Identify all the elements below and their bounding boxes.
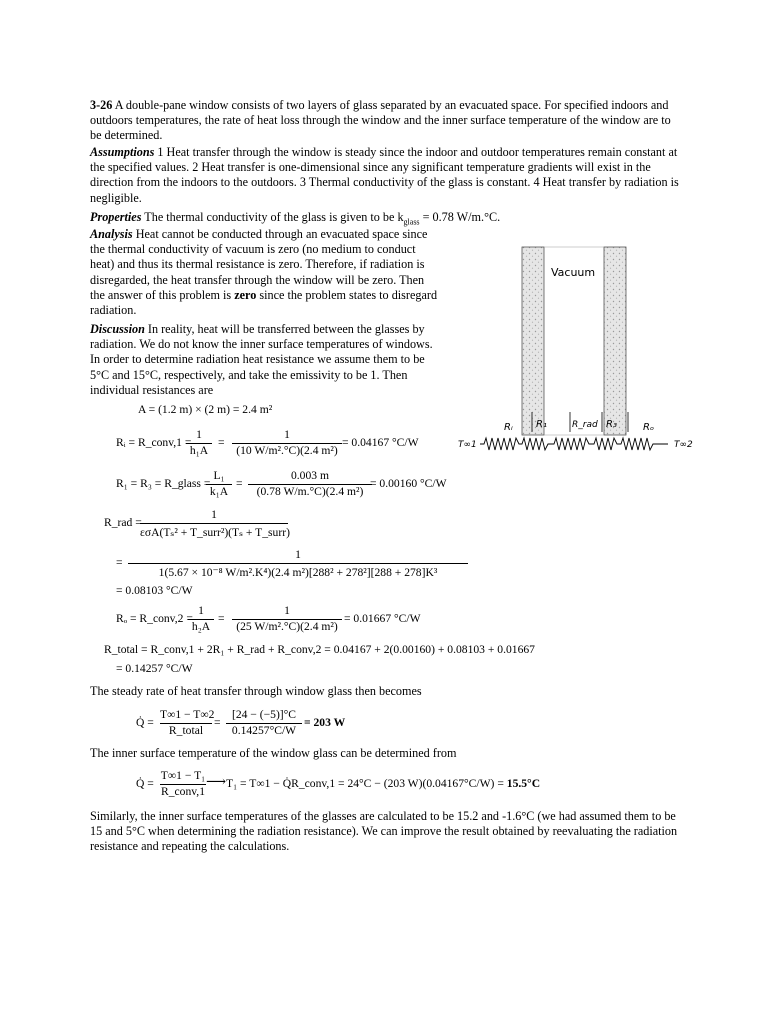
left-glass-pane: [522, 247, 544, 435]
r1-num1: L₁: [213, 469, 225, 482]
document-page: 3-26 A double-pane window consists of two layers of glass separated by an evacuated space. For specified indoors and outdoors temperatures, the rate of heat loss through the window and the inner surface temperature of the window are to be determined. Assumptions 1 Heat transfer through the window is steady since the indoor and outdoor temperatures remain constant at the specified values. 2 Heat transfer is one-dimensional since any significant temperature gradients will exist in the direction from the indoors to the outdoors. 3 Thermal conductivity of the glass is constant. 4 Heat transfer by radiation is negligible. Properties The thermal conductivity of the glass is given to be $k_{glass} = 0.78$ W/m.°C. Analysis Heat cannot be conducted through an evacuated space since the thermal conductivity of vacuum is zero (no medium to conduct heat) and thus its thermal resistance is zero. Therefore, if radiation is disregarded, the heat transfer through the window will be zero. Then the answer of this problem is zero since the problem states to disregard radiation. Discussion In reality, heat will be transferred between the glasses by radiation. We do not know the inner surface temperatures of windows. In order to determine radiation heat resistance we assume them to be 5°C and 15°C, respectively, and take the emissivity to be 1. Then individual resistances are Vacuum Rᵢ R₁ R_rad R₃ Rₒ T∞1 T∞2 A = (1.2 m) × (2 m) = 2.4 m² Rᵢ = R_conv,1 = 1 h₁A = 1 (10 W/m².°C)(2.4 m²) = 0.04167 °C/W R₁ = R₃ = R_glass = L₁ k₁A = 0.003 m (0.78 W/m.°C)(2.4 m²) = 0.00160 °C/W R_rad = 1 εσA(Tₛ² + T_surr²)(Tₛ + T_surr) = 1 1(5.67 × 10⁻⁸ W/m².K⁴)(2.4 m²)[288² + 278²][288 + 278]K³ = 0.08103 °C/W Rₒ = R_conv,2 = 1 h₂A = 1 (25 W/m².°C)(2.4 m²) = 0.01667 °C/W R_total = R_conv,1 + 2R₁ + R_rad + R_conv,2 = 0.04167 + 2(0.00160) + 0.08103 + 0.01667 = 0.14257 °C/W The steady rate of heat transfer through window glass then becomes Q̇ = T∞1 − T∞2 R_total = [24 − (−5)]°C 0.14257°C/W = 203 W The inner surface temperature of the window glass can be determined from Q̇ = T∞1 − T₁ R_conv,1 ⟶ T₁ = T∞1 − Q̇R_conv,1 = 24°C − (203 W)(0.04167°C/W) = 15.5°C Similarly, the inner surface temperatures of the glasses are calculated to be 15.2 and -1.6°C (we had assumed them to be 15 and 5°C when determining the radiation resistance). We can improve the result obtained by reevaluating the radiation resistance and repeating the calculations.: [0, 0, 768, 1024]
q-num2: [24 − (−5)]°C: [231, 708, 297, 721]
properties-label: Properties: [90, 210, 142, 224]
rrad-den2: 1(5.67 × 10⁻⁸ W/m².K⁴)(2.4 m²)[288² + 278²][288 + 278]K³: [158, 566, 438, 579]
label-t-right: T∞2: [674, 440, 693, 450]
rrad-lhs: R_rad =: [104, 516, 142, 529]
ri-den1: h₁A: [189, 444, 209, 457]
ro-den1: h₂A: [191, 620, 211, 633]
ro-lhs: Rₒ = R_conv,2 =: [116, 612, 193, 625]
ri-num2: 1: [284, 428, 290, 441]
closing-paragraph: Similarly, the inner surface temperatures of the glasses are calculated to be 15.2 and -1.6°C (we had assumed them to be 15 and 5°C when determining the radiation resistance). We can improve the result obtained by reevaluating the radiation resistance and repeating the calculations.: [90, 809, 678, 854]
ri-lhs: Rᵢ = R_conv,1 =: [116, 436, 192, 449]
problem-text: A double-pane window consists of two layers of glass separated by an evacuated space. For specified indoors and outdoors temperatures, the rate of heat loss through the window and the inner surface temperature of the window are to be determined.: [90, 98, 671, 143]
ri-result: = 0.04167 °C/W: [342, 436, 419, 449]
properties-text-after: = 0.78 W/m.°C.: [419, 210, 501, 224]
t1-lhs: Q̇ =: [136, 777, 154, 790]
steady-rate-text: The steady rate of heat transfer through window glass then becomes: [90, 684, 422, 698]
assumptions-text: 1 Heat transfer through the window is steady since the indoor and outdoor temperatures remain constant at the specified values. 2 Heat transfer is one-dimensional since any significant temperature gradients will exist in the direction from the indoors to the outdoors. 3 Thermal conductivity of the glass is constant. 4 Heat transfer by radiation is negligible.: [90, 145, 679, 205]
q-num1: T∞1 − T∞2: [160, 708, 215, 721]
ro-result: = 0.01667 °C/W: [344, 612, 421, 625]
properties-sub: glass: [403, 217, 420, 227]
ro-num1: 1: [198, 604, 204, 617]
label-r3: R₃: [606, 419, 617, 430]
label-rrad: R_rad: [572, 420, 598, 430]
q-lhs: Q̇ =: [136, 716, 154, 729]
r1-result: = 0.00160 °C/W: [370, 477, 447, 490]
rtotal-line2: = 0.14257 °C/W: [116, 662, 193, 675]
analysis-bold-word: zero: [234, 287, 257, 302]
rrad-den1: εσA(Tₛ² + T_surr²)(Tₛ + T_surr): [140, 526, 290, 539]
rtotal-line1: R_total = R_conv,1 + 2R₁ + R_rad + R_conv,2 = 0.04167 + 2(0.00160) + 0.08103 + 0.01667: [104, 643, 535, 656]
problem-number: 3-26: [90, 98, 113, 112]
properties-text-before: The thermal conductivity of the glass is given to be k: [141, 210, 404, 224]
inner-surface-text: The inner surface temperature of the window glass can be determined from: [90, 746, 457, 760]
rrad-result: = 0.08103 °C/W: [116, 584, 193, 597]
label-r1: R₁: [536, 419, 547, 430]
q-den2: 0.14257°C/W: [231, 724, 297, 737]
analysis-label: Analysis: [90, 227, 133, 241]
right-glass-pane: [604, 247, 626, 435]
discussion-text: In reality, heat will be transferred between the glasses by radiation. We do not know the inner surface temperatures of windows. In order to determine radiation heat resistance we assume them to be 5°C and 15°C, respectively, and take the emissivity to be 1. Then individual resistances are: [90, 322, 433, 397]
label-t-left: T∞1: [458, 440, 477, 450]
window-diagram: [450, 240, 710, 465]
t1-rhs-bold: 15.5°C: [506, 777, 541, 790]
t1-num: T∞1 − T₁: [160, 769, 206, 782]
ri-den2: (10 W/m².°C)(2.4 m²): [236, 444, 338, 457]
resistor-network: [480, 438, 668, 450]
ro-num2: 1: [284, 604, 290, 617]
r1-num2: 0.003 m: [290, 469, 329, 482]
assumptions-paragraph: [90, 145, 680, 206]
ri-num1: 1: [196, 428, 202, 441]
analysis-paragraph: [90, 227, 440, 318]
rrad-num1: 1: [211, 508, 217, 521]
r1-den1: k₁A: [209, 485, 229, 498]
vacuum-label: Vacuum: [551, 266, 596, 279]
t1-arrow: ⟶: [206, 775, 227, 790]
q-den1: R_total: [168, 724, 204, 737]
r1-lhs: R₁ = R₃ = R_glass =: [116, 477, 211, 490]
assumptions-label: Assumptions: [90, 145, 155, 159]
discussion-paragraph: [90, 322, 445, 398]
ro-den2: (25 W/m².°C)(2.4 m²): [236, 620, 338, 633]
rrad-num2: 1: [295, 548, 301, 561]
t1-den: R_conv,1: [160, 785, 205, 798]
label-ri: Rᵢ: [504, 422, 513, 433]
t1-rhs: [226, 777, 540, 790]
t1-rhs-plain: T₁ = T∞1 − Q̇R_conv,1 = 24°C − (203 W)(0.04167°C/W) =: [226, 777, 507, 790]
label-ro: Rₒ: [643, 422, 655, 433]
discussion-label: Discussion: [90, 322, 145, 336]
r1-den2: (0.78 W/m.°C)(2.4 m²): [256, 485, 364, 498]
area-equation: A = (1.2 m) × (2 m) = 2.4 m²: [138, 403, 273, 416]
problem-statement: [90, 98, 680, 144]
analysis-text-after: since the problem states to disregard radiation.: [90, 287, 438, 318]
analysis-text-before: Heat cannot be conducted through an evacuated space since the thermal conductivity of vacuum is zero (no medium to conduct heat) and thus its thermal resistance is zero. Therefore, if radiation is disregarded, the heat transfer through the window will be zero. Then the answer of this problem is: [90, 227, 428, 302]
q-result: = 203 W: [304, 716, 346, 729]
